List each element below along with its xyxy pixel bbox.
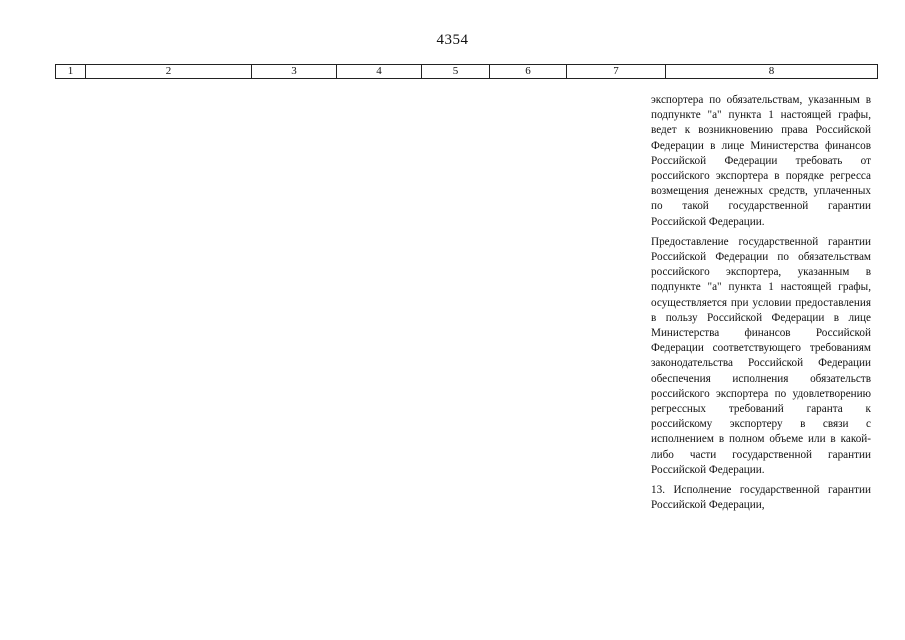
column-8-paragraph: экспортера по обязательствам, указанным в подпункте "а" пункта 1 настоящей графы, ведет к возникновению права Российской Федерации в лице Министерства финансов Российской Федерации требовать от российского экспортера в порядке регресса возмещения денежных средств, уплаченных по такой государственной гарантии Российской Федерации. [651, 94, 871, 228]
column-8-paragraph: 13. Исполнение государственной гарантии Российской Федерации, [651, 484, 871, 512]
column-number-8: 8 [666, 65, 878, 79]
column-number-7: 7 [567, 65, 666, 79]
column-number-2: 2 [86, 65, 252, 79]
column-number-row [56, 65, 878, 79]
column-number-6: 6 [490, 65, 567, 79]
column-number-4: 4 [337, 65, 422, 79]
column-number-5: 5 [422, 65, 490, 79]
column-number-header [55, 64, 878, 79]
column-8-paragraph: Предоставление государственной гарантии Российской Федерации по обязательствам российского экспортера, указанным в подпункте "а" пункта 1 настоящей графы, осуществляется при условии предоставления в пользу Российской Федерации в лице Министерства финансов Российской Федерации соответствующего требованиям законодательства Российской Федерации обеспечения исполнения обязательств российского экспортера по удовлетворению регрессных требований гаранта к российскому экспортеру в связи с исполнением в полном объеме или в какой-либо части государственной гарантии Российской Федерации. [651, 235, 871, 476]
column-8-text [651, 93, 871, 518]
column-number-1: 1 [56, 65, 86, 79]
column-number-3: 3 [252, 65, 337, 79]
page-number: 4354 [436, 32, 469, 48]
